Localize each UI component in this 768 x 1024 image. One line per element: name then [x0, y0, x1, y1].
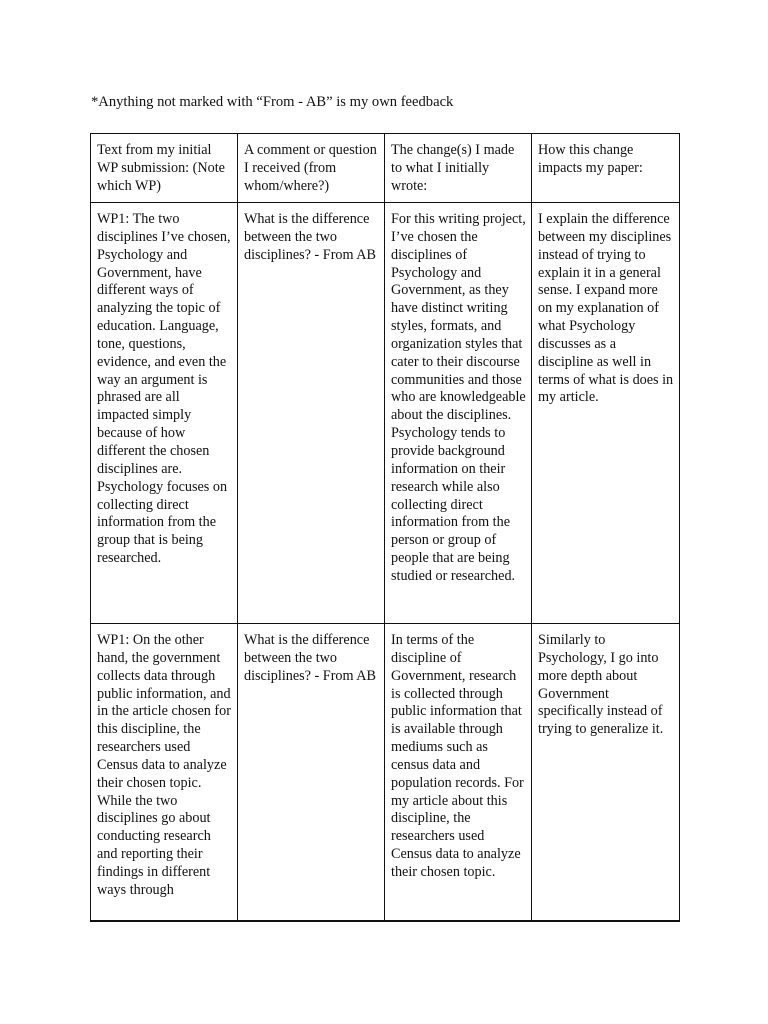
table-row: [91, 624, 680, 922]
cell-impact: I explain the difference between my disciplines instead of trying to explain it in a general sense. I expand more on my explanation of what Psychology discusses as a discipline as well in terms of what is does in my article.: [532, 203, 680, 624]
table-header-row: [91, 134, 680, 203]
cell-changes: For this writing project, I’ve chosen the disciplines of Psychology and Government, as they have distinct writing styles, formats, and organization styles that cater to their discourse communities and those who are knowledgeable about the disciplines. Psychology tends to provide background information on their research while also collecting direct information from the person or group of people that are being studied or researched.: [385, 203, 532, 624]
header-cell-changes: The change(s) I made to what I initially wrote:: [385, 134, 532, 203]
header-cell-comment: A comment or question I received (from whom/where?): [238, 134, 385, 203]
header-cell-impact: How this change impacts my paper:: [532, 134, 680, 203]
table-row: [91, 203, 680, 624]
feedback-table: [90, 133, 680, 922]
feedback-note: *Anything not marked with “From - AB” is my own feedback: [91, 94, 454, 110]
cell-comment: What is the difference between the two disciplines? - From AB: [238, 203, 385, 624]
cell-comment: What is the difference between the two disciplines? - From AB: [238, 624, 385, 922]
cell-initial-text: WP1: On the other hand, the government collects data through public information, and in the article chosen for this discipline, the researchers used Census data to analyze their chosen topic. While the two disciplines go about conducting research and reporting their findings in different ways through: [91, 624, 238, 922]
header-cell-initial-text: Text from my initial WP submission: (Note which WP): [91, 134, 238, 203]
cell-changes: In terms of the discipline of Government, research is collected through public information that is available through mediums such as census data and population records. For my article about this discipline, the researchers used Census data to analyze their chosen topic.: [385, 624, 532, 922]
cell-initial-text: WP1: The two disciplines I’ve chosen, Psychology and Government, have different ways of analyzing the topic of education. Language, tone, questions, evidence, and even the way an argument is phrased are all impacted simply because of how different the chosen disciplines are. Psychology focuses on collecting direct information from the group that is being researched.: [91, 203, 238, 624]
cell-impact: Similarly to Psychology, I go into more depth about Government specifically instead of trying to generalize it.: [532, 624, 680, 922]
